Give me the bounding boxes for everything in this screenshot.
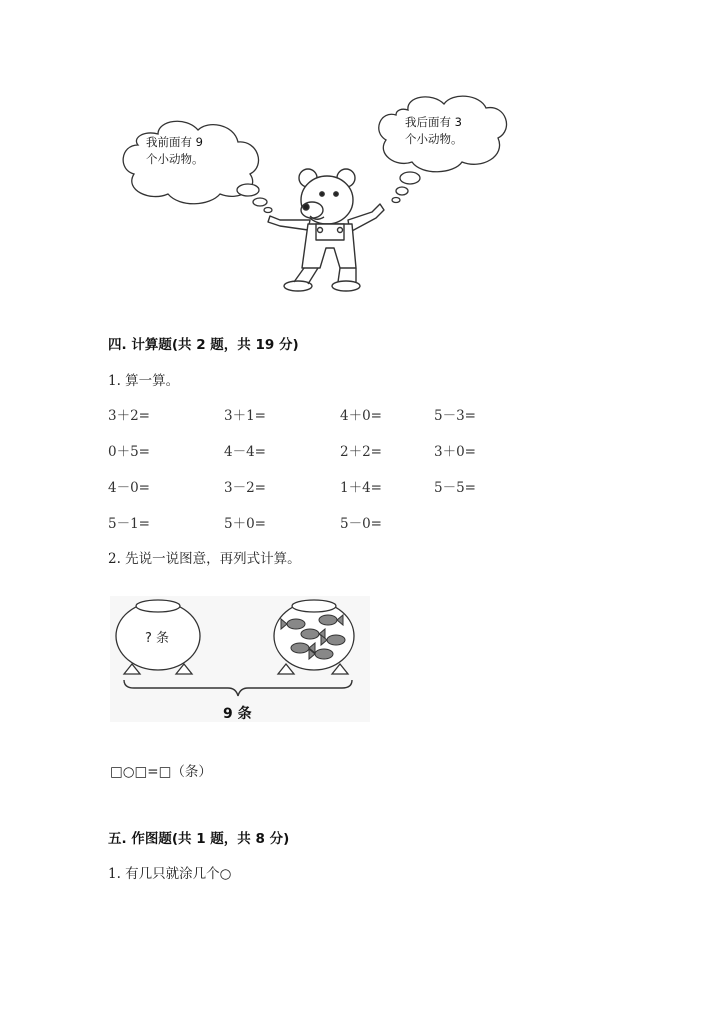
problem-cell: 3＋1=	[224, 408, 266, 424]
left-bubble-text	[146, 134, 256, 168]
total-label: 9 条	[223, 706, 252, 722]
problem-cell: 5－5=	[434, 480, 476, 496]
left-bubble-line1: 我前面有 9	[146, 135, 203, 149]
problem-cell: 0＋5=	[108, 444, 150, 460]
problem-cell: 4－4=	[224, 444, 266, 460]
left-bowl-label: ? 条	[145, 631, 170, 646]
problem-cell: 5－0=	[340, 516, 382, 532]
left-bubble-line2: 个小动物。	[146, 152, 204, 166]
problem-cell: 5－3=	[434, 408, 476, 424]
section4-title: 四. 计算题(共 2 题，共 19 分)	[108, 337, 299, 353]
right-bubble-text	[405, 114, 515, 148]
section4-q2-label: 2. 先说一说图意，再列式计算。	[108, 551, 301, 567]
section4-q1-label: 1. 算一算。	[108, 373, 180, 389]
problem-cell: 5－1=	[108, 516, 150, 532]
right-bubble-line1: 我后面有 3	[405, 115, 462, 129]
problem-cell: 4－0=	[108, 480, 150, 496]
section5-title: 五. 作图题(共 1 题，共 8 分)	[108, 831, 290, 847]
bear-figure	[268, 169, 384, 291]
section5-q1-label: 1. 有几只就涂几个○	[108, 866, 232, 882]
problem-cell: 1＋4=	[340, 480, 382, 496]
problem-cell: 3－2=	[224, 480, 266, 496]
problem-cell: 2＋2=	[340, 444, 382, 460]
problem-cell: 5＋0=	[224, 516, 266, 532]
problem-cell: 3＋0=	[434, 444, 476, 460]
right-thought-cloud	[379, 96, 507, 202]
answer-template: □○□=□（条）	[110, 764, 212, 780]
problem-cell: 4＋0=	[340, 408, 382, 424]
problem-cell: 3＋2=	[108, 408, 150, 424]
right-bubble-line2: 个小动物。	[405, 132, 463, 146]
